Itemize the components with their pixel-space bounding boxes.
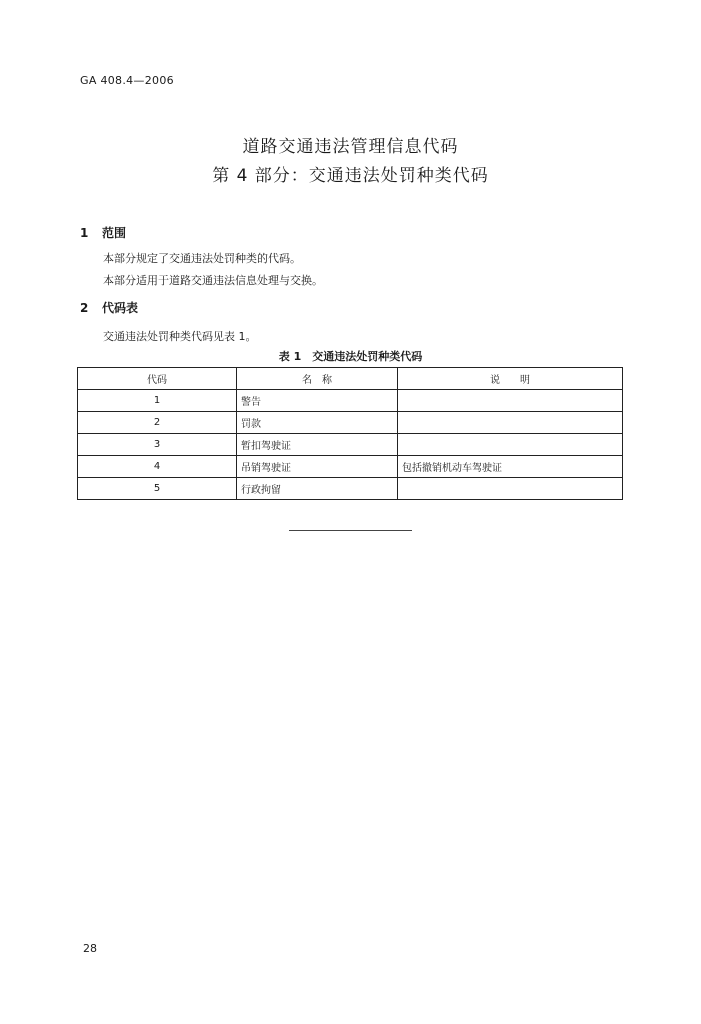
end-of-document-rule xyxy=(289,530,412,531)
section-title: 代码表 xyxy=(102,301,139,315)
table-caption: 表 1 交通违法处罚种类代码 xyxy=(278,350,423,363)
section-number: 1 xyxy=(80,226,89,240)
document-title: 道路交通违法管理信息代码 xyxy=(242,137,459,157)
section-1-heading xyxy=(80,224,126,241)
document-subtitle: 第 4 部分：交通违法处罚种类代码 xyxy=(212,166,489,186)
table-row xyxy=(78,456,623,478)
paragraph: 交通违法处罚种类代码见表 1。 xyxy=(103,330,257,343)
code-table xyxy=(77,367,623,500)
cell-name: 警告 xyxy=(237,390,398,412)
table-row xyxy=(78,478,623,500)
paragraph: 本部分适用于道路交通违法信息处理与交换。 xyxy=(103,274,323,287)
cell-note xyxy=(398,434,623,456)
cell-note xyxy=(398,478,623,500)
header-name: 名 称 xyxy=(237,368,398,390)
cell-name: 吊销驾驶证 xyxy=(237,456,398,478)
paragraph: 本部分规定了交通违法处罚种类的代码。 xyxy=(103,252,301,265)
table-row xyxy=(78,434,623,456)
cell-name: 暂扣驾驶证 xyxy=(237,434,398,456)
header-code: 代码 xyxy=(78,368,237,390)
cell-name: 罚款 xyxy=(237,412,398,434)
cell-note xyxy=(398,412,623,434)
cell-code: 3 xyxy=(78,434,237,456)
section-number: 2 xyxy=(80,301,89,315)
header-note: 说 明 xyxy=(398,368,623,390)
section-2-heading xyxy=(80,299,138,316)
cell-code: 4 xyxy=(78,456,237,478)
cell-code: 1 xyxy=(78,390,237,412)
cell-code: 2 xyxy=(78,412,237,434)
cell-code: 5 xyxy=(78,478,237,500)
standard-code: GA 408.4—2006 xyxy=(80,74,174,87)
cell-name: 行政拘留 xyxy=(237,478,398,500)
section-title: 范围 xyxy=(102,226,127,240)
cell-note: 包括撤销机动车驾驶证 xyxy=(398,456,623,478)
page-number: 28 xyxy=(83,942,97,955)
table-header-row xyxy=(78,368,623,390)
table-row xyxy=(78,412,623,434)
cell-note xyxy=(398,390,623,412)
table-row xyxy=(78,390,623,412)
